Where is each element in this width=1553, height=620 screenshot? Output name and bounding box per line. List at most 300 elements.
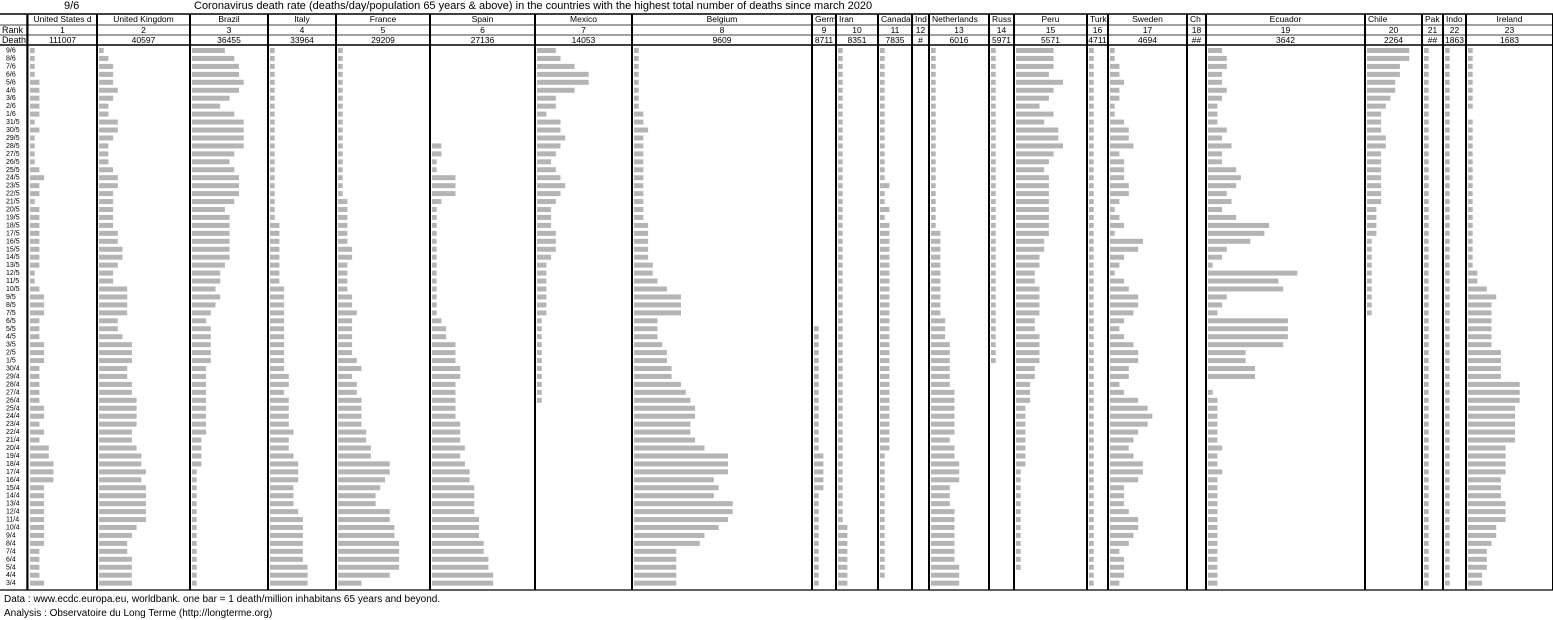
death-rate-bar [99, 390, 132, 395]
death-rate-bar [99, 358, 132, 363]
death-rate-bar [1468, 390, 1520, 395]
death-rate-bar [1208, 112, 1217, 117]
death-rate-bar [1016, 501, 1021, 506]
death-rate-bar [99, 159, 108, 164]
death-rate-bar [1016, 358, 1040, 363]
death-rate-bar [30, 135, 35, 140]
death-rate-bar [931, 485, 950, 490]
death-rate-bar [192, 96, 230, 101]
death-rate-bar [338, 64, 343, 69]
death-rate-bar [1468, 271, 1477, 276]
death-rate-bar [1424, 279, 1429, 284]
death-rate-bar [1208, 223, 1269, 228]
death-rate-bar [931, 247, 940, 252]
death-rate-bar [192, 255, 230, 260]
death-rate-bar [30, 398, 39, 403]
country-rank-label: 9 [821, 25, 827, 35]
death-rate-bar [991, 239, 996, 244]
date-tick-label: 26/5 [6, 158, 20, 166]
death-rate-bar [1367, 143, 1386, 148]
death-rate-bar [838, 271, 843, 276]
death-rate-bar [1367, 56, 1409, 61]
death-rate-bar [99, 414, 137, 419]
death-rate-bar [1110, 469, 1143, 474]
death-rate-bar [838, 477, 843, 482]
death-rate-bar [30, 287, 39, 292]
death-rate-bar [1110, 493, 1124, 498]
death-rate-bar [338, 72, 343, 77]
death-rate-bar [338, 318, 352, 323]
death-rate-bar [1424, 453, 1429, 458]
death-rate-bar [537, 287, 546, 292]
death-rate-bar [1089, 501, 1094, 506]
death-rate-bar [1424, 533, 1429, 538]
death-rate-bar [1424, 318, 1429, 323]
death-rate-bar [1367, 223, 1376, 228]
death-rate-bar [634, 215, 643, 220]
death-rate-bar [931, 151, 936, 156]
death-rate-bar [931, 414, 955, 419]
death-rate-bar [270, 382, 289, 387]
death-rate-bar [838, 72, 843, 77]
death-rate-bar [192, 533, 197, 538]
death-rate-bar [338, 88, 343, 93]
death-rate-bar [1424, 350, 1429, 355]
death-rate-bar [1016, 96, 1049, 101]
death-rate-bar [1367, 271, 1372, 276]
death-rate-bar [270, 231, 279, 236]
death-rate-bar [1208, 446, 1222, 451]
death-rate-bar [1367, 128, 1381, 133]
death-rate-bar [537, 167, 556, 172]
death-rate-bar [1367, 72, 1400, 77]
death-rate-bar [338, 382, 357, 387]
death-rate-bar [880, 175, 885, 180]
death-rate-bar [838, 310, 843, 315]
death-rate-bar [880, 374, 889, 379]
death-rate-bar [99, 207, 113, 212]
death-rate-bar [338, 207, 347, 212]
death-rate-bar [30, 64, 35, 69]
country-rank-label: 1 [60, 25, 65, 35]
country-deaths-label: 4694 [1138, 35, 1157, 45]
death-rate-bar [1367, 80, 1395, 85]
death-rate-bar [270, 406, 289, 411]
death-rate-bar [1208, 207, 1222, 212]
death-rate-bar [838, 525, 847, 530]
death-rate-bar [1445, 485, 1450, 490]
death-rate-bar [931, 509, 955, 514]
death-rate-bar [634, 541, 700, 546]
death-rate-bar [1089, 302, 1094, 307]
death-rate-bar [1089, 231, 1094, 236]
death-rate-bar [991, 318, 996, 323]
country-deaths-label: 1683 [1500, 35, 1519, 45]
death-rate-bar [1110, 120, 1124, 125]
death-rate-bar [1208, 80, 1222, 85]
death-rate-bar [634, 302, 681, 307]
death-rate-bar [1089, 310, 1094, 315]
death-rate-bar [270, 80, 275, 85]
date-tick-label: 21/4 [6, 437, 20, 445]
death-rate-bar [838, 56, 843, 61]
death-rate-bar [1445, 334, 1450, 339]
death-rate-bar [634, 72, 639, 77]
death-rate-bar [838, 294, 843, 299]
death-rate-bar [1089, 398, 1094, 403]
death-rate-bar [338, 374, 352, 379]
death-rate-bar [838, 302, 843, 307]
death-rate-bar [814, 358, 819, 363]
death-rate-bar [1424, 485, 1429, 490]
death-rate-bar [1089, 64, 1094, 69]
death-rate-bar [838, 112, 843, 117]
death-rate-bar [838, 517, 843, 522]
death-rate-bar [1208, 247, 1227, 252]
death-rate-bar [880, 207, 889, 212]
death-rate-bar [1208, 72, 1222, 77]
death-rate-bar [1367, 175, 1381, 180]
death-rate-bar [99, 120, 118, 125]
death-rate-bar [1208, 199, 1232, 204]
death-rate-bar [1468, 183, 1473, 188]
death-rate-bar [1089, 271, 1094, 276]
death-rate-bar [931, 120, 936, 125]
death-rate-bar [192, 247, 230, 252]
death-rate-bar [432, 310, 437, 315]
death-rate-bar [1208, 342, 1283, 347]
death-rate-bar [537, 88, 575, 93]
death-rate-bar [634, 342, 662, 347]
death-rate-bar [30, 414, 44, 419]
death-rate-bar [30, 533, 44, 538]
death-rate-bar [270, 453, 294, 458]
death-rate-bar [270, 525, 303, 530]
death-rate-bar [931, 390, 955, 395]
death-rate-bar [1089, 294, 1094, 299]
death-rate-bar [99, 525, 137, 530]
death-rate-bar [1468, 255, 1473, 260]
death-rate-bar [880, 120, 885, 125]
death-rate-bar [338, 120, 343, 125]
death-rate-bar [30, 453, 49, 458]
death-rate-bar [1367, 167, 1381, 172]
death-rate-bar [880, 453, 885, 458]
death-rate-bar [99, 287, 127, 292]
death-rate-bar [270, 279, 279, 284]
date-tick-label: 23/4 [6, 421, 20, 429]
death-rate-bar [1089, 509, 1094, 514]
death-rate-bar [880, 302, 889, 307]
death-rate-bar [634, 151, 643, 156]
death-rate-bar [838, 358, 843, 363]
death-rate-bar [1208, 48, 1222, 53]
death-rate-bar [1424, 128, 1429, 133]
death-rate-bar [991, 263, 996, 268]
death-rate-bar [270, 390, 284, 395]
death-rate-bar [1110, 525, 1138, 530]
death-rate-bar [1016, 48, 1054, 53]
death-rate-bar [838, 263, 843, 268]
death-rate-bar [192, 493, 197, 498]
death-rate-bar [1110, 453, 1134, 458]
death-rate-bar [1468, 533, 1496, 538]
date-tick-label: 23/5 [6, 182, 20, 190]
death-rate-bar [880, 469, 885, 474]
death-rate-bar [880, 167, 885, 172]
death-rate-bar [1208, 509, 1217, 514]
country-name-label: Brazil [218, 14, 240, 24]
death-rate-bar [537, 263, 546, 268]
death-rate-bar [880, 223, 889, 228]
death-rate-bar [1468, 501, 1506, 506]
date-tick-label: 20/4 [6, 445, 20, 452]
death-rate-bar [30, 223, 39, 228]
death-rate-bar [270, 302, 284, 307]
death-rate-bar [1016, 525, 1021, 530]
death-rate-bar [338, 469, 390, 474]
deaths-row-label: Death [2, 35, 27, 45]
death-rate-bar [99, 231, 118, 236]
death-rate-bar [270, 485, 294, 490]
country-name-label: France [369, 14, 397, 24]
death-rate-bar [1089, 135, 1094, 140]
death-rate-bar [537, 72, 589, 77]
death-rate-bar [432, 350, 456, 355]
death-rate-bar [192, 509, 197, 514]
death-rate-bar [99, 509, 146, 514]
death-rate-bar [1367, 64, 1400, 69]
death-rate-bar [537, 310, 546, 315]
death-rate-bar [880, 541, 885, 546]
death-rate-bar [838, 350, 843, 355]
death-rate-bar [192, 469, 197, 474]
death-rate-bar [814, 581, 819, 586]
death-rate-bar [30, 263, 39, 268]
death-rate-bar [931, 96, 936, 101]
death-rate-bar [1089, 525, 1094, 530]
death-rate-bar [1445, 279, 1450, 284]
death-rate-bar [30, 56, 35, 61]
death-rate-bar [30, 358, 44, 363]
death-rate-bar [838, 287, 843, 292]
death-rate-bar [838, 175, 843, 180]
country-rank-label: 4 [299, 25, 305, 35]
death-rate-bar [634, 517, 728, 522]
death-rate-bar [991, 88, 996, 93]
death-rate-bar [338, 509, 390, 514]
date-tick-label: 16/5 [6, 238, 20, 246]
death-rate-bar [192, 406, 206, 411]
death-rate-bar [880, 382, 889, 387]
death-rate-bar [270, 191, 275, 196]
death-rate-bar [1468, 223, 1473, 228]
death-rate-bar [1468, 120, 1473, 125]
death-rate-bar [838, 318, 843, 323]
date-tick-label: 18/5 [6, 222, 20, 230]
death-rate-bar [1445, 446, 1450, 451]
death-rate-bar [634, 167, 643, 172]
death-rate-bar [838, 199, 843, 204]
death-rate-bar [1424, 302, 1429, 307]
death-rate-bar [192, 334, 211, 339]
death-rate-bar [838, 414, 843, 419]
death-rate-bar [880, 517, 885, 522]
death-rate-bar [880, 159, 885, 164]
death-rate-bar [1424, 517, 1429, 522]
death-rate-bar [814, 485, 823, 490]
death-rate-bar [30, 215, 39, 220]
death-rate-bar [1110, 430, 1138, 435]
death-rate-bar [192, 112, 234, 117]
chart-title: Coronavirus death rate (deaths/day/population 65 years & above) in the countries with the highest total number of deaths since march 2020 [194, 0, 873, 12]
death-rate-bar [814, 422, 819, 427]
death-rate-bar [338, 326, 352, 331]
death-rate-bar [931, 446, 955, 451]
death-rate-bar [537, 120, 561, 125]
country-deaths-label: 5571 [1041, 35, 1060, 45]
death-rate-bar [99, 334, 123, 339]
death-rate-bar [30, 279, 35, 284]
death-rate-bar [1110, 112, 1115, 117]
death-rate-bar [270, 128, 275, 133]
death-rate-bar [1110, 549, 1119, 554]
death-rate-bar [192, 104, 220, 109]
death-rate-bar [30, 390, 39, 395]
death-rate-bar [931, 72, 936, 77]
death-rate-bar [30, 430, 44, 435]
death-rate-bar [270, 446, 289, 451]
death-rate-bar [1424, 231, 1429, 236]
death-rate-bar [991, 64, 996, 69]
death-rate-bar [192, 223, 230, 228]
death-rate-bar [1468, 549, 1487, 554]
death-rate-bar [1424, 239, 1429, 244]
death-rate-bar [1445, 493, 1450, 498]
death-rate-bar [634, 255, 648, 260]
death-rate-bar [192, 231, 230, 236]
death-rate-bar [1468, 485, 1501, 490]
death-rate-bar [880, 446, 889, 451]
death-rate-bar [537, 398, 542, 403]
death-rate-bar [338, 493, 376, 498]
death-rate-bar [1089, 533, 1094, 538]
death-rate-bar [1208, 175, 1241, 180]
death-rate-bar [1424, 263, 1429, 268]
death-rate-bar [270, 334, 284, 339]
death-rate-bar [432, 271, 437, 276]
death-rate-bar [1208, 239, 1250, 244]
death-rate-bar [634, 398, 690, 403]
death-rate-bar [1468, 80, 1473, 85]
death-rate-bar [1110, 310, 1134, 315]
death-rate-bar [880, 326, 889, 331]
death-rate-bar [931, 350, 950, 355]
death-rate-bar [1468, 461, 1506, 466]
death-rate-bar [634, 414, 695, 419]
death-rate-bar [931, 104, 936, 109]
death-rate-bar [537, 302, 546, 307]
death-rate-bar [838, 581, 847, 586]
death-rate-bar [1424, 374, 1429, 379]
death-rate-bar [537, 96, 556, 101]
death-rate-bar [338, 414, 362, 419]
death-rate-bar [1110, 279, 1124, 284]
death-rate-bar [192, 215, 230, 220]
death-rate-bar [30, 557, 39, 562]
death-rate-bar [991, 72, 996, 77]
death-rate-bar [338, 294, 352, 299]
death-rate-bar [1016, 120, 1044, 125]
death-rate-bar [99, 271, 113, 276]
death-rate-bar [1110, 231, 1115, 236]
death-rate-bar [634, 422, 690, 427]
death-rate-bar [1468, 191, 1473, 196]
death-rate-bar [1445, 342, 1450, 347]
death-rate-bar [537, 390, 542, 395]
death-rate-bar [1445, 541, 1450, 546]
death-rate-bar [634, 557, 676, 562]
death-rate-bar [432, 326, 446, 331]
death-rate-bar [192, 207, 225, 212]
death-rate-bar [1208, 461, 1217, 466]
death-rate-bar [838, 279, 843, 284]
death-rate-bar [30, 271, 35, 276]
death-rate-bar [192, 199, 234, 204]
death-rate-bar [1110, 239, 1143, 244]
death-rate-bar [192, 342, 211, 347]
death-rate-bar [814, 430, 819, 435]
death-rate-bar [931, 128, 936, 133]
country-deaths-label: 3642 [1276, 35, 1295, 45]
report-date: 9/6 [64, 0, 80, 12]
death-rate-bar [1208, 398, 1217, 403]
death-rate-bar [270, 517, 303, 522]
death-rate-bar [1468, 64, 1473, 69]
death-rate-bar [1424, 104, 1429, 109]
death-rate-bar [931, 294, 940, 299]
death-rate-bar [1445, 302, 1450, 307]
death-rate-bar [338, 398, 362, 403]
death-rate-bar [1468, 477, 1501, 482]
death-rate-bar [432, 414, 456, 419]
death-rate-bar [1016, 310, 1040, 315]
date-tick-label: 15/5 [6, 246, 20, 254]
country-name-label: Pak [1425, 14, 1440, 24]
death-rate-bar [880, 239, 889, 244]
death-rate-bar [880, 215, 885, 220]
death-rate-bar [1208, 438, 1217, 443]
death-rate-bar [30, 541, 44, 546]
death-rate-bar [931, 279, 940, 284]
death-rate-bar [338, 485, 380, 490]
death-rate-bar [1089, 573, 1094, 578]
death-rate-bar [1110, 533, 1134, 538]
death-rate-bar [1468, 143, 1473, 148]
death-rate-bar [1110, 318, 1124, 323]
death-rate-bar [634, 493, 714, 498]
death-rate-bar [1016, 112, 1054, 117]
death-rate-bar [1016, 199, 1049, 204]
death-rate-bar [1468, 302, 1492, 307]
death-rate-bar [1445, 422, 1450, 427]
date-tick-label: 9/4 [6, 532, 16, 540]
death-rate-bar [1445, 271, 1450, 276]
death-rate-bar [432, 287, 437, 292]
rank-row-label: Rank [2, 25, 24, 35]
death-rate-bar [192, 263, 225, 268]
death-rate-bar [270, 326, 284, 331]
